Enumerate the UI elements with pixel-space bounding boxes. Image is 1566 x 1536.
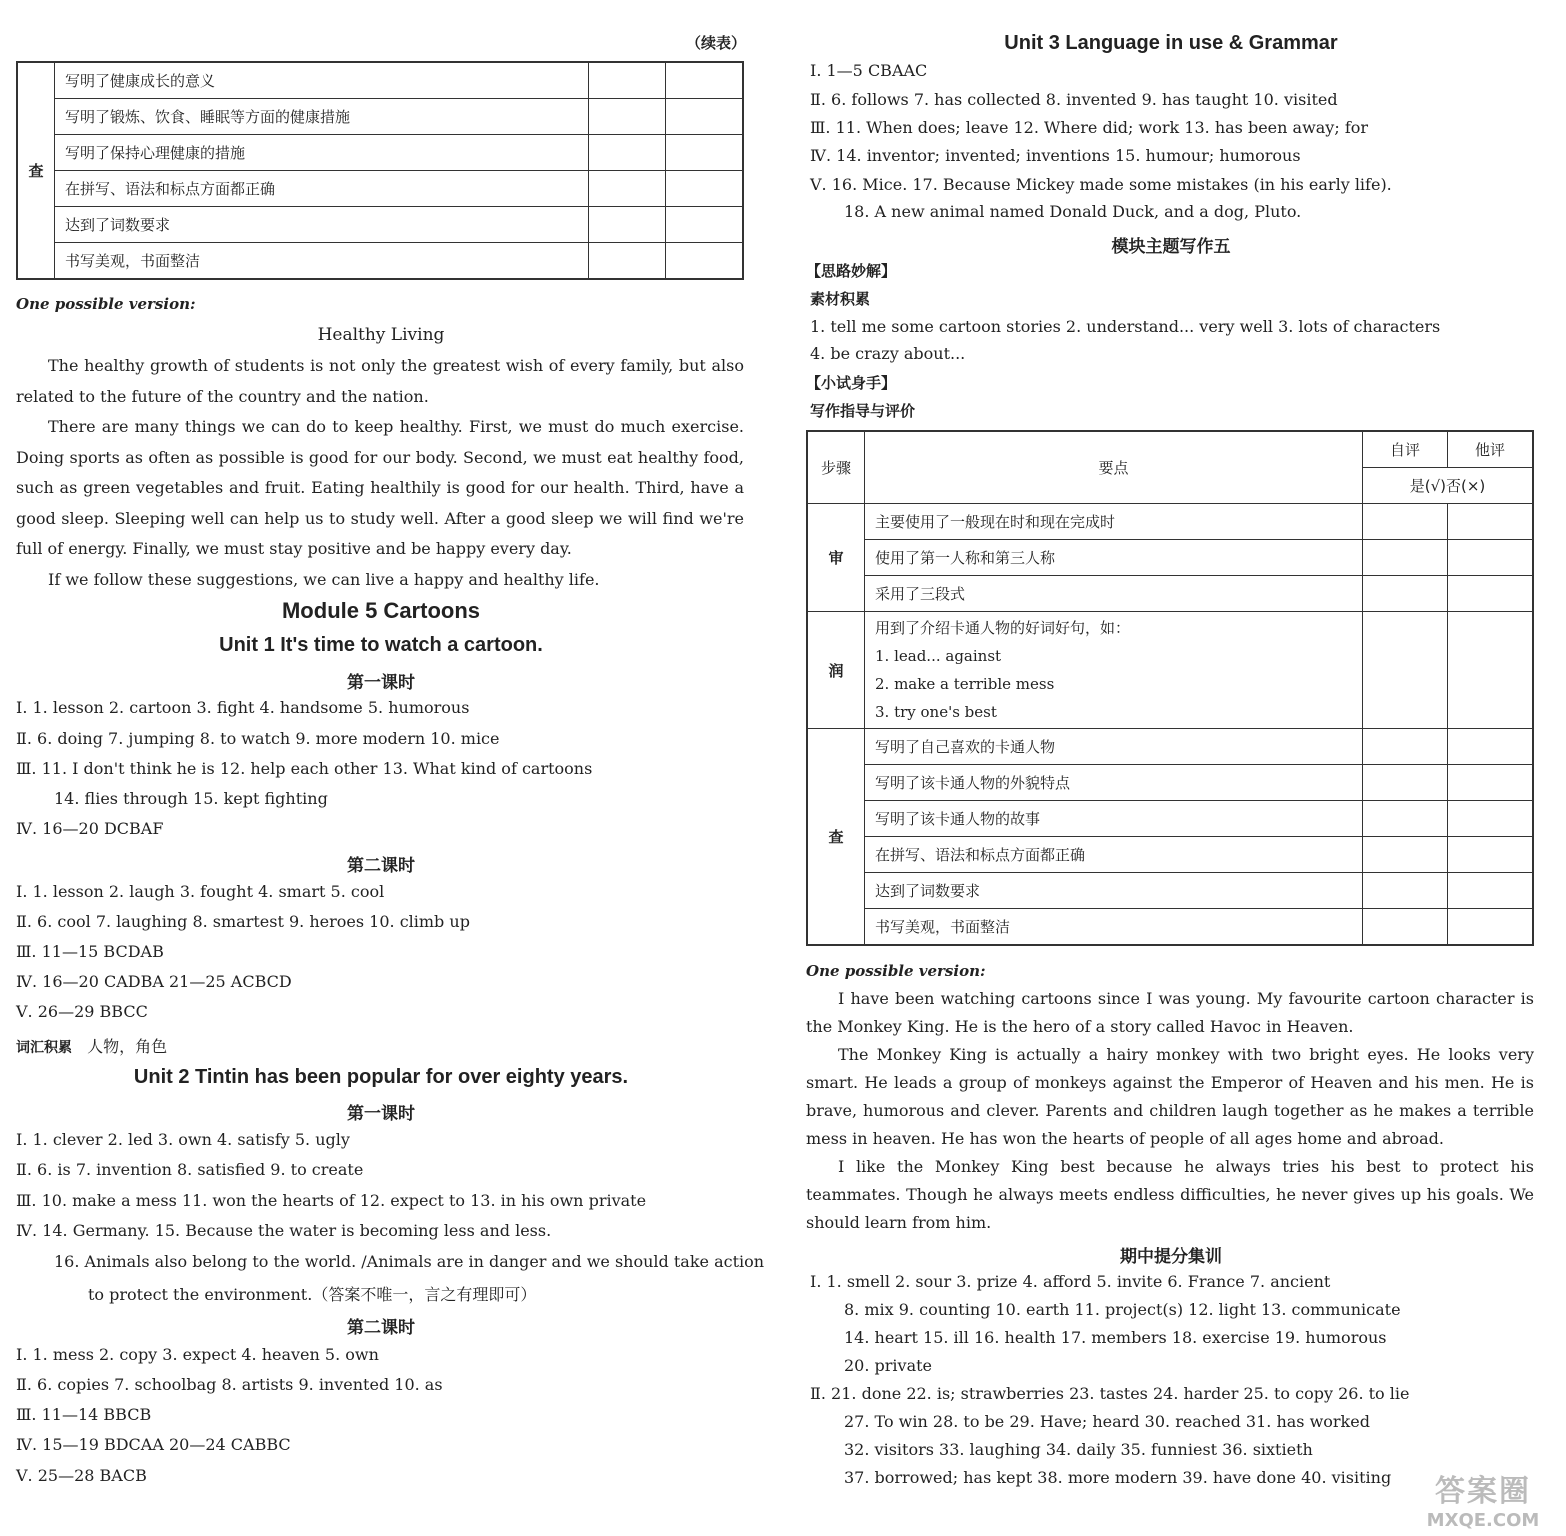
table-row: 在拼写、语法和标点方面都正确 [55, 171, 589, 207]
table-row: 写明了该卡通人物的外貌特点 [865, 765, 1363, 801]
answer-line: Ⅴ. 16. Mice. 17. Because Mickey made some mistakes (in his early life). [810, 175, 1392, 194]
table-row-multiline [865, 612, 1363, 729]
answer-line: Ⅱ. 21. done 22. is; strawberries 23. tastes 24. harder 25. to copy 26. to lie [810, 1384, 1410, 1403]
unit3-title: Unit 3 Language in use & Grammar [1004, 32, 1338, 54]
table-row: 达到了词数要求 [55, 207, 589, 243]
answer-line: Ⅰ. 1. clever 2. led 3. own 4. satisfy 5. ugly [16, 1130, 350, 1149]
vocab-label: 词汇积累 [16, 1040, 72, 1056]
table-row: 在拼写、语法和标点方面都正确 [865, 837, 1363, 873]
answer-line: Ⅰ. 1. smell 2. sour 3. prize 4. afford 5. invite 6. France 7. ancient [810, 1272, 1331, 1291]
lesson-title: 第二课时 [347, 1318, 415, 1338]
answer-line: 37. borrowed; has kept 38. more modern 39. have done 40. visiting [844, 1468, 1392, 1487]
table-row-line: 1. lead... against [875, 647, 1002, 665]
answer-line: Ⅲ. 11. When does; leave 12. Where did; work 13. has been away; for [810, 118, 1369, 137]
answer-line: 32. visitors 33. laughing 34. daily 35. funniest 36. sixtieth [844, 1440, 1313, 1459]
answer-line: Ⅳ. 15—19 BDCAA 20—24 CABBC [16, 1435, 291, 1454]
table-row: 主要使用了一般现在时和现在完成时 [865, 504, 1363, 540]
answer-line: Ⅰ. 1. lesson 2. laugh 3. fought 4. smart 5. cool [16, 882, 385, 901]
section-label: 写作指导与评价 [810, 402, 916, 420]
table-category: 审 [807, 504, 865, 612]
module-title: Module 5 Cartoons [281, 598, 480, 623]
answer-line: 18. A new animal named Donald Duck, and a dog, Pluto. [844, 202, 1302, 221]
answer-line: Ⅴ. 25—28 BACB [16, 1466, 147, 1485]
possible-version-label: One possible version: [806, 962, 986, 980]
table-row: 写明了保持心理健康的措施 [55, 135, 589, 171]
table-category: 查 [17, 62, 55, 279]
answer-line: Ⅲ. 11. I don't think he is 12. help each other 13. What kind of cartoons [16, 759, 593, 778]
watermark-top: 答案圈 [1435, 1474, 1531, 1509]
continued-label: （续表） [686, 34, 747, 52]
essay-paragraph: The healthy growth of students is not only the greatest wish of every family, but also related to the future of the country and the nation. [16, 356, 744, 406]
essay-paragraph: If we follow these suggestions, we can live a happy and healthy life. [48, 569, 600, 589]
table-row-line: 3. try one's best [875, 703, 997, 721]
section-label: 【思路妙解】 [806, 262, 897, 280]
answer-line: Ⅲ. 11—15 BCDAB [16, 942, 164, 961]
answer-line: Ⅱ. 6. copies 7. schoolbag 8. artists 9. invented 10. as [16, 1375, 443, 1394]
section-label: 【小试身手】 [806, 374, 897, 392]
table-row: 书写美观，书面整洁 [55, 243, 589, 280]
essay [806, 985, 1534, 1237]
table-row: 写明了该卡通人物的故事 [865, 801, 1363, 837]
answer-line: Ⅱ. 6. doing 7. jumping 8. to watch 9. more modern 10. mice [16, 729, 500, 748]
answer-line: Ⅱ. 6. is 7. invention 8. satisfied 9. to create [16, 1160, 364, 1179]
answer-line: Ⅳ. 16—20 CADBA 21—25 ACBCD [16, 972, 292, 991]
table-row: 使用了第一人称和第三人称 [865, 540, 1363, 576]
answer-line: 1. tell me some cartoon stories 2. understand... very well 3. lots of characters [810, 317, 1441, 336]
essay-paragraph: There are many things we can do to keep healthy. First, we must do much exercise. Doing sports as often as possible is good for our body. Second, we must eat healthy food, such as green vegetables and fruit. Eating healthily is good for our health. Third, have a good sleep. Sleeping well can help us to study well. After a good sleep we will find we're full of energy. Finally, we must stay positive and be happy every day. [16, 417, 744, 558]
answer-line: 27. To win 28. to be 29. Have; heard 30. reached 31. has worked [844, 1412, 1370, 1431]
answer-line: Ⅲ. 11—14 BBCB [16, 1405, 152, 1424]
answer-line: Ⅳ. 16—20 DCBAF [16, 819, 164, 838]
answer-line: Ⅰ. 1—5 CBAAC [810, 61, 928, 80]
answer-line: Ⅳ. 14. inventor; invented; inventions 15. humour; humorous [810, 146, 1301, 165]
header-other: 他评 [1448, 431, 1534, 468]
table-category: 查 [807, 729, 865, 946]
answer-line: Ⅳ. 14. Germany. 15. Because the water is becoming less and less. [16, 1221, 552, 1240]
unit2-title: Unit 2 Tintin has been popular for over eighty years. [133, 1066, 629, 1088]
vocab-value: 人物，角色 [87, 1037, 168, 1056]
table-row: 书写美观，书面整洁 [865, 909, 1363, 946]
table-row-line: 用到了介绍卡通人物的好词好句，如： [875, 619, 1131, 637]
section-label: 素材积累 [810, 290, 871, 308]
answer-line: 8. mix 9. counting 10. earth 11. project(s) 12. light 13. communicate [844, 1300, 1401, 1319]
essay [16, 351, 744, 595]
watermark-logo [1408, 1466, 1558, 1531]
essay-paragraph: I have been watching cartoons since I was young. My favourite cartoon character is the Monkey King. He is the hero of a story called Havoc in Heaven. [806, 989, 1534, 1036]
table-row: 写明了自己喜欢的卡通人物 [865, 729, 1363, 765]
answer-line: Ⅱ. 6. cool 7. laughing 8. smartest 9. heroes 10. climb up [16, 912, 470, 931]
header-yesno: 是(√)否(×) [1363, 468, 1534, 504]
table-row: 达到了词数要求 [865, 873, 1363, 909]
essay-paragraph: I like the Monkey King best because he always tries his best to protect his teammates. Though he always meets endless difficulties, he never gives up his goals. We should learn from him. [806, 1157, 1534, 1232]
evaluation-table-top [16, 61, 744, 280]
header-point: 要点 [865, 431, 1363, 504]
lesson-title: 第二课时 [347, 856, 415, 876]
header-self: 自评 [1363, 431, 1448, 468]
answer-line: Ⅲ. 10. make a mess 11. won the hearts of 12. expect to 13. in his own private [16, 1191, 647, 1210]
table-row: 写明了锻炼、饮食、睡眠等方面的健康措施 [55, 99, 589, 135]
midterm-title: 期中提分集训 [1120, 1247, 1222, 1267]
unit1-title: Unit 1 It's time to watch a cartoon. [219, 634, 543, 656]
lesson-title: 第一课时 [347, 1104, 415, 1124]
lesson-title: 第一课时 [347, 673, 415, 693]
answer-line: to protect the environment.（答案不唯一，言之有理即可） [88, 1285, 537, 1304]
vocab-note [16, 1034, 167, 1057]
answer-line: 20. private [844, 1356, 933, 1375]
header-step: 步骤 [807, 431, 865, 504]
table-row-line: 2. make a terrible mess [875, 675, 1055, 693]
essay-title: Healthy Living [317, 325, 445, 345]
evaluation-table [806, 430, 1534, 946]
possible-version-label: One possible version: [16, 295, 196, 313]
watermark-bottom: MXQE.COM [1426, 1510, 1540, 1531]
essay-paragraph: The Monkey King is actually a hairy monkey with two bright eyes. He looks very smart. He leads a group of monkeys against the Emperor of Heaven and his men. He is brave, humorous and clever. Parents and children laugh together as he makes a terrible mess in heaven. He has won the hearts of people of all ages home and abroad. [806, 1045, 1534, 1148]
table-category: 润 [807, 612, 865, 729]
table-row: 采用了三段式 [865, 576, 1363, 612]
answer-line: 14. flies through 15. kept fighting [54, 789, 328, 808]
table-row: 写明了健康成长的意义 [55, 62, 589, 99]
answer-line: Ⅰ. 1. lesson 2. cartoon 3. fight 4. handsome 5. humorous [16, 698, 470, 717]
answer-line: 4. be crazy about... [810, 344, 966, 363]
answer-line: Ⅰ. 1. mess 2. copy 3. expect 4. heaven 5. own [16, 1345, 379, 1364]
answer-line: Ⅱ. 6. follows 7. has collected 8. invented 9. has taught 10. visited [810, 90, 1338, 109]
answer-line: Ⅴ. 26—29 BBCC [16, 1002, 148, 1021]
answer-line: 14. heart 15. ill 16. health 17. members 18. exercise 19. humorous [844, 1328, 1387, 1347]
writing-title: 模块主题写作五 [1111, 237, 1231, 257]
answer-line: 16. Animals also belong to the world. /Animals are in danger and we should take action [54, 1252, 765, 1271]
